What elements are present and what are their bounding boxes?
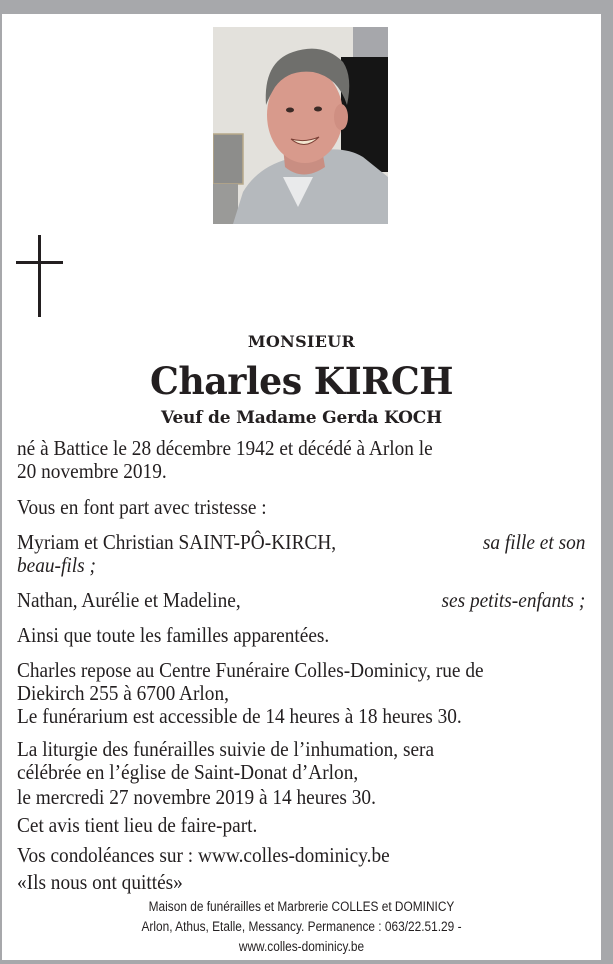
rest-place-line-1: Charles repose au Centre Funéraire Colles-Dominicy, rue de: [17, 658, 484, 682]
notice-line: Cet avis tient lieu de faire-part.: [17, 813, 258, 837]
footer-line-1: Maison de funérailles et Marbrerie COLLES et DOMINICY: [148, 899, 455, 914]
photo-eye-left: [286, 108, 294, 113]
visiting-hours: Le funérarium est accessible de 14 heures à 18 heures 30.: [17, 704, 462, 728]
family-relation-continued: beau-fils ;: [17, 553, 96, 577]
birth-death-line-1: né à Battice le 28 décembre 1942 et décédé à Arlon le: [17, 436, 433, 460]
family-relation: sa fille et son: [482, 530, 585, 554]
condolences-line: Vos condoléances sur : www.colles-dominicy.be: [17, 843, 390, 867]
ceremony-line-1: La liturgie des funérailles suivie de l’inhumation, sera: [17, 737, 435, 761]
footer-line-2: Arlon, Athus, Etalle, Messancy. Permanence : 063/22.51.29 -: [141, 919, 462, 934]
ceremony-line-2: célébrée en l’église de Saint-Donat d’Arlon,: [17, 760, 359, 784]
birth-death-line-2: 20 novembre 2019.: [17, 459, 167, 483]
ceremony-date: le mercredi 27 novembre 2019 à 14 heures 30.: [17, 785, 376, 809]
family-names: Myriam et Christian SAINT-PÔ-KIRCH,: [17, 530, 337, 554]
family-names: Nathan, Aurélie et Madeline,: [17, 588, 241, 612]
relatives-line: Ainsi que toute les familles apparentées.: [17, 623, 330, 647]
photo-picture-frame: [213, 134, 243, 184]
cross-horizontal-bar: [16, 261, 63, 264]
spouse-line: Veuf de Madame Gerda KOCH: [161, 408, 442, 428]
portrait-photo: [213, 27, 388, 224]
title-prefix: MONSIEUR: [247, 332, 356, 351]
family-relation: ses petits-enfants ;: [441, 588, 585, 612]
photo-eye-right: [314, 107, 322, 112]
footer-website: www.colles-dominicy.be: [238, 939, 365, 954]
rest-place-line-2: Diekirch 255 à 6700 Arlon,: [17, 681, 229, 705]
photo-lower-left: [213, 184, 238, 224]
photo-background-gray: [353, 27, 388, 59]
portrait-image: [213, 27, 388, 224]
cross-vertical-bar: [38, 235, 41, 317]
funeral-home-footer: [2, 897, 601, 957]
closing-line: «Ils nous ont quittés»: [17, 870, 183, 894]
deceased-name: Charles KIRCH: [149, 359, 454, 403]
obituary-card: [2, 14, 601, 960]
announcement: Vous en font part avec tristesse :: [17, 495, 267, 519]
photo-ear: [334, 104, 348, 130]
latin-cross-icon: [16, 235, 63, 317]
